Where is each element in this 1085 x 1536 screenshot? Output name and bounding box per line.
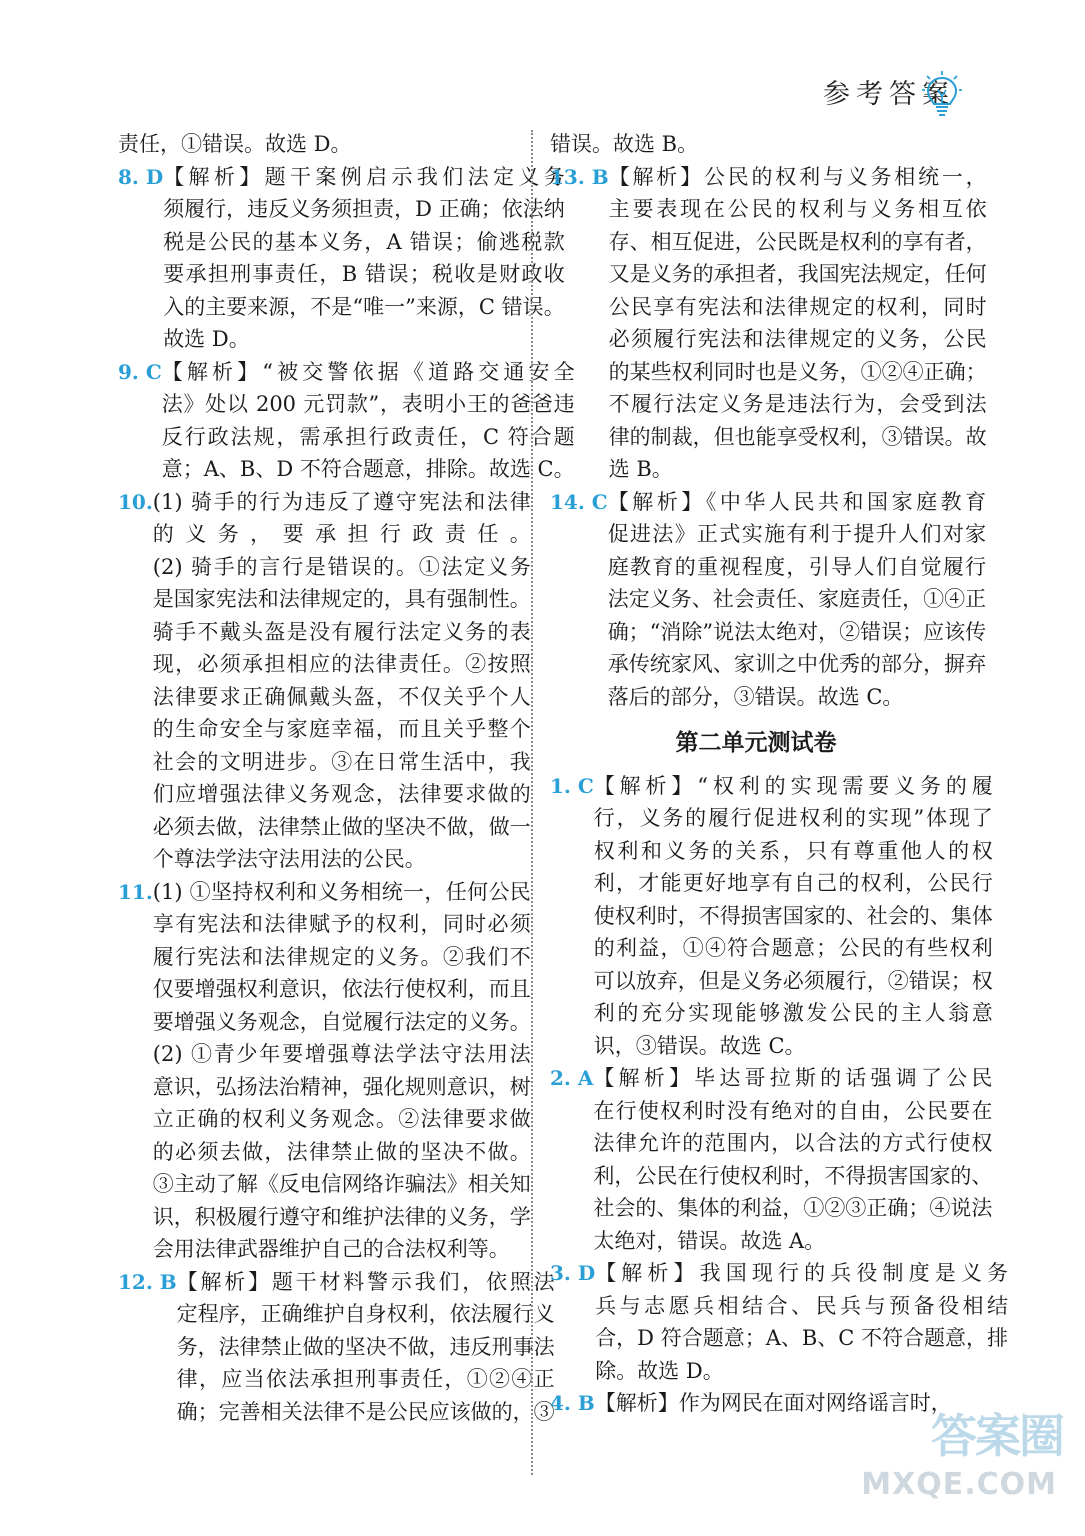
- section-title: 第二单元测试卷: [675, 730, 837, 756]
- answer-number: 4. B: [550, 1391, 595, 1415]
- text-line: 要增强义务观念，自觉履行法定的义务。: [152, 1009, 531, 1034]
- text-line: 法律要求正确佩戴头盔，不仅关乎个人: [152, 684, 531, 709]
- text-line: 【解析】公民的权利与义务相统一，: [608, 164, 987, 189]
- answer-text: [163, 161, 565, 356]
- text-line: 务，法律禁止做的坚决不做，违反刑事法: [176, 1334, 555, 1359]
- text-line: 利的充分实现能够激发公民的主人翁意: [593, 1001, 993, 1025]
- text-line: 权利和义务的关系，只有尊重他人的权: [593, 838, 993, 863]
- right-bottom-entries: [550, 770, 1009, 1420]
- text-line: 税是公民的基本义务，A 错误；偷逃税款: [163, 229, 565, 254]
- answer-entry: [118, 161, 565, 356]
- text-line: 落后的部分，③错误。故选 C。: [607, 684, 904, 709]
- answer-entry: [550, 1387, 962, 1420]
- answer-text: [593, 1062, 992, 1257]
- text-line: 个尊法学法守法用法的公民。: [152, 847, 426, 871]
- answer-text: [550, 128, 962, 161]
- text-line: 【解析】“被交警依据《道路交通安全: [161, 359, 575, 384]
- text-line: (1) ①坚持权利和义务相统一，任何公民: [152, 879, 531, 904]
- text-line: 又是义务的承担者，我国宪法规定，任何: [608, 262, 987, 286]
- answer-text: [609, 161, 987, 486]
- answer-number: 12. B: [118, 1269, 177, 1294]
- watermark-logo: 答案圈: [931, 1409, 1063, 1463]
- watermark-url: MXQE.COM: [861, 1467, 1057, 1502]
- answer-entry: [550, 770, 993, 1063]
- text-line: 律的制裁，但也能享受权利，③错误。故: [608, 424, 987, 449]
- text-line: 【解析】《中华人民共和国家庭教育: [607, 489, 987, 514]
- lightbulb-icon: [921, 70, 963, 118]
- answer-entry: [550, 486, 987, 714]
- answer-entry: [550, 1257, 1009, 1387]
- text-line: 使权利时，不得损害国家的、社会的、集体: [593, 903, 993, 928]
- answer-text: [595, 1387, 962, 1420]
- answer-number: 10.: [118, 489, 153, 514]
- text-line: 意；A、B、D 不符合题意，排除。故选 C。: [161, 457, 575, 481]
- answer-entry: [550, 1062, 993, 1257]
- text-line: 【解析】题干材料警示我们，依照法: [176, 1269, 555, 1294]
- text-line: 们应增强法律义务观念，法律要求做的: [152, 782, 531, 806]
- text-line: 【解析】我国现行的兵役制度是义务: [595, 1261, 1009, 1285]
- text-line: 法》处以 200 元罚款”，表明小王的爸爸违: [161, 392, 575, 416]
- answer-text: [153, 486, 531, 876]
- text-line: 法律允许的范围内，以合法的方式行使权: [593, 1131, 993, 1155]
- text-line: 立正确的权利义务观念。②法律要求做: [152, 1107, 531, 1131]
- text-line: 错误。故选 B。: [550, 132, 699, 156]
- text-line: 【解析】题干案例启示我们法定义务: [163, 164, 565, 189]
- text-line: 合，D 符合题意；A、B、C 不符合题意，排: [595, 1326, 1009, 1350]
- text-line: 仅要增强权利意识，依法行使权利，而且: [152, 977, 531, 1001]
- answer-number: 14. C: [550, 489, 608, 514]
- text-line: 主要表现在公民的权利与义务相互依: [608, 197, 987, 221]
- text-line: 的某些权利同时也是义务，①②④正确；: [608, 359, 987, 384]
- text-line: 定程序，正确维护自身权利，依法履行义: [176, 1302, 555, 1326]
- text-line: 的生命安全与家庭幸福，而且关乎整个: [152, 717, 531, 741]
- text-line: 律，应当依法承担刑事责任，①②④正: [176, 1367, 555, 1391]
- text-line: 识，③错误。故选 C。: [593, 1033, 806, 1058]
- text-line: 骑手不戴头盔是没有履行法定义务的表: [152, 619, 531, 644]
- answer-entry: [118, 876, 531, 1266]
- text-line: 除。故选 D。: [595, 1358, 724, 1383]
- text-line: 识，积极履行遵守和维护法律的义务，学: [152, 1204, 531, 1229]
- text-line: 反行政法规，需承担行政责任，C 符合题: [161, 424, 575, 449]
- answer-number: 2. A: [550, 1066, 594, 1090]
- text-line: 现，必须承担相应的法律责任。②按照: [152, 652, 531, 676]
- answer-text: [595, 1257, 1008, 1387]
- text-line: 太绝对，错误。故选 A。: [593, 1228, 826, 1253]
- text-line: 是国家宪法和法律规定的，具有强制性。: [152, 587, 531, 611]
- text-line: 法定义务、社会责任、家庭责任，①④正: [607, 587, 987, 611]
- answer-text: [153, 876, 531, 1266]
- text-line: 社会的、集体的利益，①②③正确；④说法: [593, 1196, 993, 1220]
- text-line: (1) 骑手的行为违反了遵守宪法和法律: [152, 489, 531, 514]
- text-line: 必须履行宪法和法律规定的义务，公民: [608, 327, 987, 351]
- answer-entry: [118, 356, 575, 486]
- text-line: 入的主要来源，不是“唯一”来源，C 错误。: [163, 294, 565, 319]
- text-line: 行，义务的履行促进权利的实现”体现了: [593, 806, 993, 830]
- text-line: 存、相互促进，公民既是权利的享有者，: [608, 229, 987, 254]
- right-top-entries: [550, 128, 987, 713]
- text-line: 履行宪法和法律规定的义务。②我们不: [152, 944, 531, 969]
- header-title: 参考答案: [823, 79, 955, 110]
- answer-number: 11.: [118, 879, 153, 904]
- text-line: 公民享有宪法和法律规定的权利，同时: [608, 294, 987, 319]
- answer-text: [608, 486, 986, 714]
- text-line: ③主动了解《反电信网络诈骗法》相关知: [152, 1172, 531, 1196]
- text-line: 须履行，违反义务须担责，D 正确；依法纳: [163, 197, 565, 221]
- answer-entry: [118, 128, 516, 161]
- answer-text: [177, 1266, 555, 1429]
- answer-entry: [550, 128, 962, 161]
- text-line: 意识，弘扬法治精神，强化规则意识，树: [152, 1074, 531, 1099]
- answer-number: 9. C: [118, 359, 162, 384]
- answer-entry: [118, 1266, 555, 1429]
- column-divider: [531, 130, 533, 1475]
- text-line: 【解析】“权利的实现需要义务的履: [593, 773, 993, 798]
- text-line: (2) 骑手的言行是错误的。①法定义务: [152, 554, 531, 579]
- text-line: 利，公民在行使权利时，不得损害国家的、: [593, 1163, 993, 1188]
- text-line: (2) ①青少年要增强尊法学法守法用法: [152, 1042, 531, 1066]
- text-line: 享有宪法和法律赋予的权利，同时必须: [152, 912, 531, 936]
- text-line: 可以放弃，但是义务必须履行，②错误；权: [593, 968, 993, 993]
- answer-number: 8. D: [118, 164, 164, 189]
- text-line: 在行使权利时没有绝对的自由，公民要在: [593, 1098, 993, 1123]
- text-line: 确；“消除”说法太绝对，②错误；应该传: [607, 619, 987, 644]
- text-line: 【解析】毕达哥拉斯的话强调了公民: [593, 1066, 993, 1090]
- text-line: 兵与志愿兵相结合、民兵与预备役相结: [595, 1293, 1009, 1318]
- answer-number: 1. C: [550, 773, 594, 798]
- text-line: 要承担刑事责任，B 错误；税收是财政收: [163, 262, 565, 286]
- text-line: 的必须去做，法律禁止做的坚决不做。: [152, 1139, 531, 1164]
- text-line: 庭教育的重视程度，引导人们自觉履行: [607, 554, 987, 579]
- text-line: 故选 D。: [163, 327, 250, 351]
- text-line: 的义务，要承担行政责任。: [152, 522, 531, 546]
- answer-text: [594, 770, 993, 1063]
- answer-number: 13. B: [550, 164, 609, 189]
- text-line: 【解析】作为网民在面对网络谣言时，: [594, 1391, 952, 1415]
- answer-number: 3. D: [550, 1261, 596, 1285]
- answer-text: [162, 356, 575, 486]
- answer-text: [118, 128, 516, 161]
- text-line: 社会的文明进步。③在日常生活中，我: [152, 749, 531, 774]
- text-line: 不履行法定义务是违法行为，会受到法: [608, 392, 987, 416]
- text-line: 责任，①错误。故选 D。: [118, 132, 352, 156]
- text-line: 承传统家风、家训之中优秀的部分，摒弃: [607, 652, 987, 676]
- text-line: 确；完善相关法律不是公民应该做的，③: [176, 1399, 555, 1424]
- text-line: 促进法》正式实施有利于提升人们对家: [607, 522, 987, 546]
- text-line: 的利益，①④符合题意；公民的有些权利: [593, 936, 993, 960]
- text-line: 必须去做，法律禁止做的坚决不做，做一: [152, 814, 531, 839]
- answer-entry: [550, 161, 987, 486]
- text-line: 利，才能更好地享有自己的权利，公民行: [593, 871, 993, 895]
- text-line: 选 B。: [608, 457, 673, 481]
- text-line: 会用法律武器维护自己的合法权利等。: [152, 1237, 510, 1261]
- answer-entry: [118, 486, 531, 876]
- right-column: [550, 128, 1009, 1420]
